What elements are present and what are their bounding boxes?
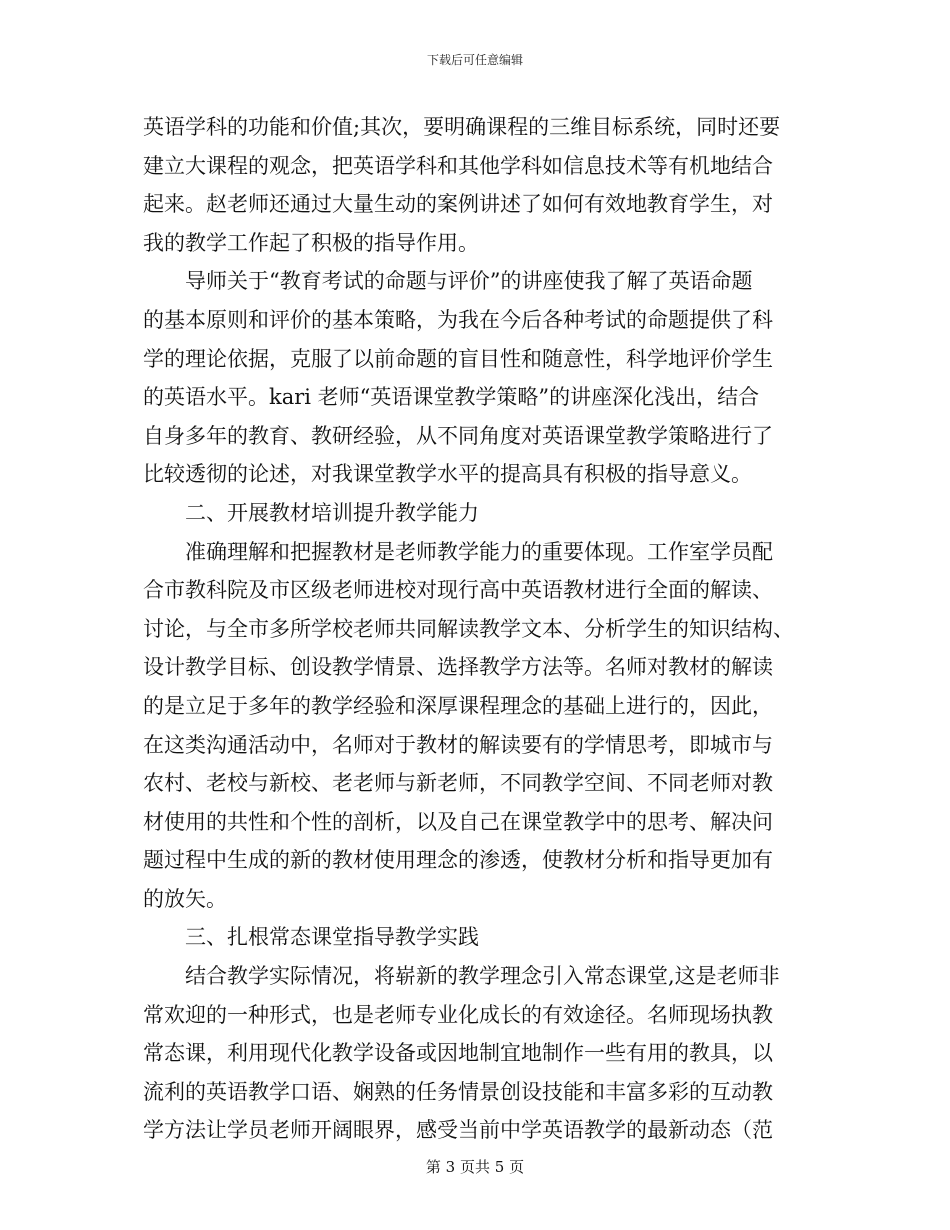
page-footer: 第 3 页共 5 页	[425, 1158, 525, 1176]
body-text-line: 的基本原则和评价的基本策略，为我在今后各种考试的命题提供了科	[143, 307, 773, 332]
body-text-line: 建立大课程的观念，把英语学科和其他学科如信息技术等有机地结合	[143, 153, 773, 178]
body-text-line: 比较透彻的论述，对我课堂教学水平的提高具有积极的指导意义。	[143, 462, 752, 487]
body-text-line: 英语学科的功能和价值;其次，要明确课程的三维目标系统，同时还要	[143, 115, 781, 139]
body-text-line: 在这类沟通活动中，名师对于教材的解读要有的学情思考，即城市与	[143, 732, 773, 757]
body-text-line: 的放矢。	[143, 886, 227, 911]
body-text-line: 流利的英语教学口语、娴熟的任务情景创设技能和丰富多彩的互动教	[143, 1079, 773, 1104]
body-text-line: 的是立足于多年的教学经验和深厚课程理念的基础上进行的，因此，	[143, 693, 773, 718]
body-text-line: 学方法让学员老师开阔眼界，感受当前中学英语教学的最新动态（范	[143, 1118, 773, 1143]
body-text-line: 常态课，利用现代化教学设备或因地制宜地制作一些有用的教具，以	[143, 1041, 773, 1066]
document-body	[143, 108, 809, 1150]
body-text-line: 常欢迎的一种形式，也是老师专业化成长的有效途径。名师现场执教	[143, 1002, 773, 1027]
body-text-line: 合市教科院及市区级老师进校对现行高中英语教材进行全面的解读、	[143, 578, 773, 603]
body-text-line: 题过程中生成的新的教材使用理念的渗透，使教材分析和指导更加有	[143, 848, 773, 873]
body-text-line: 学的理论依据，克服了以前命题的盲目性和随意性，科学地评价学生	[143, 346, 773, 371]
body-text-line: 自身多年的教育、教研经验，从不同角度对英语课堂教学策略进行了	[143, 423, 773, 448]
body-text-line: 三、扎根常态课堂指导教学实践	[185, 925, 479, 950]
body-text-line: 二、开展教材培训提升教学能力	[185, 500, 479, 525]
body-text-line: 结合教学实际情况，将崭新的教学理念引入常态课堂,这是老师非	[185, 964, 780, 989]
body-text-line: 讨论，与全市多所学校老师共同解读教学文本、分析学生的知识结构、	[143, 616, 794, 641]
body-text-line: 农村、老校与新校、老老师与新老师，不同教学空间、不同老师对教	[143, 771, 773, 796]
body-text-line: 设计教学目标、创设教学情景、选择教学方法等。名师对教材的解读	[143, 655, 773, 680]
page-header: 下载后可任意编辑	[426, 53, 523, 67]
body-text-line: 准确理解和把握教材是老师教学能力的重要体现。工作室学员配	[185, 539, 773, 564]
body-text-line: 起来。赵老师还通过大量生动的案例讲述了如何有效地教育学生，对	[143, 192, 773, 217]
body-text-line: 导师关于“教育考试的命题与评价”的讲座使我了解了英语命题	[185, 269, 753, 294]
body-text-line: 我的教学工作起了积极的指导作用。	[143, 230, 479, 255]
body-text-line: 材使用的共性和个性的剖析，以及自己在课堂教学中的思考、解决问	[143, 809, 773, 834]
body-text-line: 的英语水平。kari 老师“英语课堂教学策略”的讲座深化浅出，结合	[143, 385, 760, 410]
